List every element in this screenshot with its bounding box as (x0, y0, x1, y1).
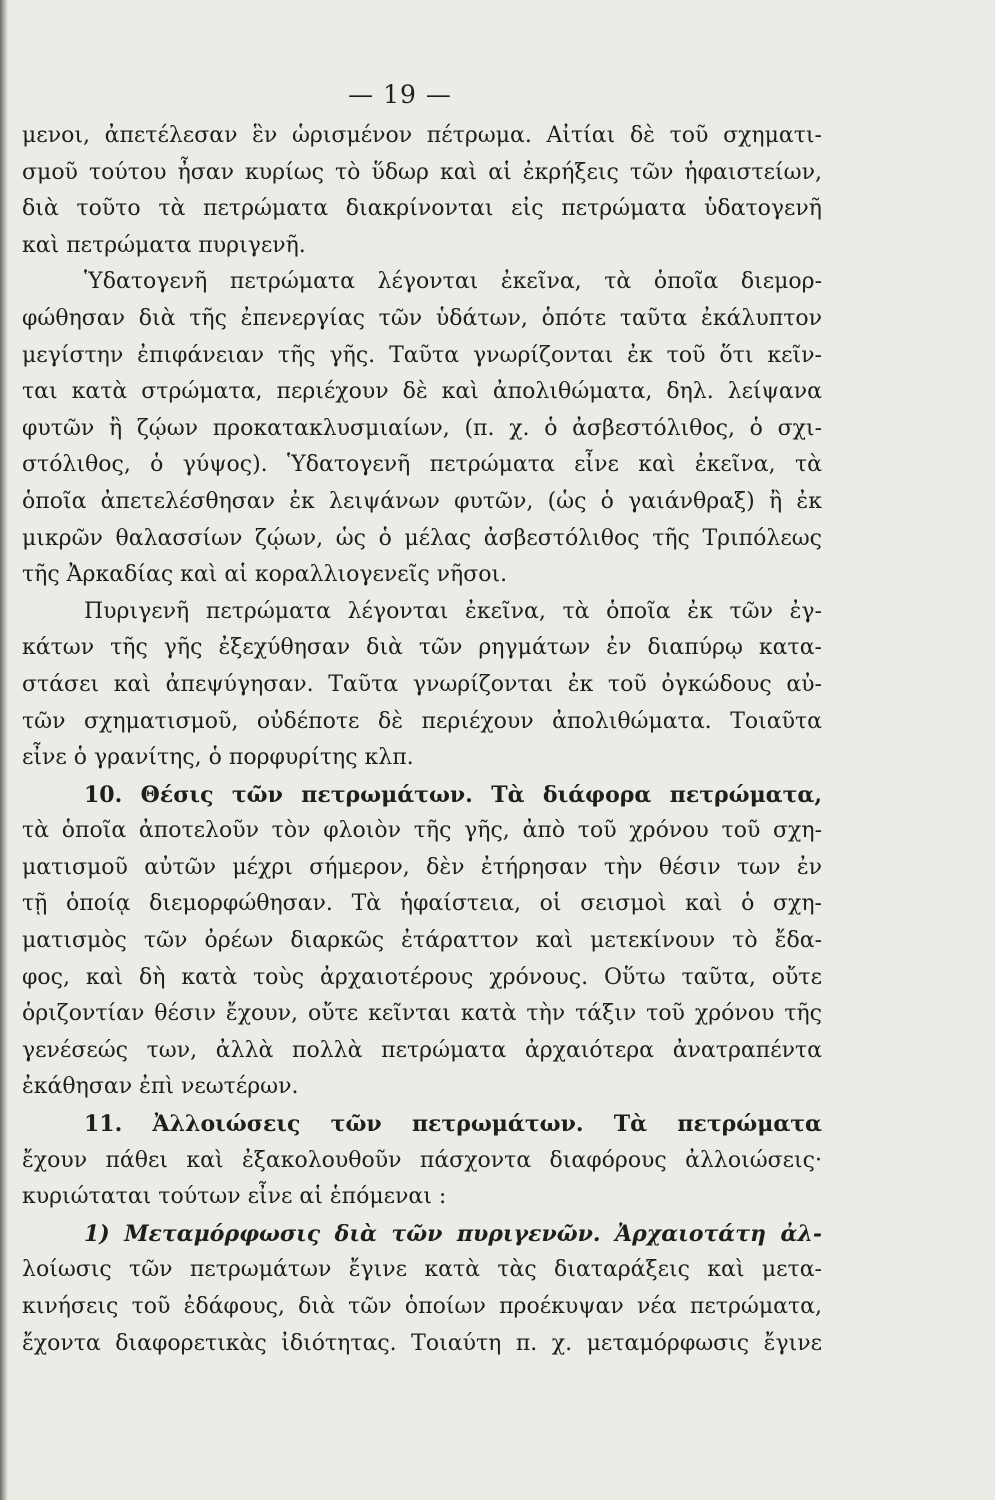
text-line: τῆς Ἀρκαδίας καὶ αἱ κοραλλιογενεῖς νῆσοι. (22, 562, 508, 588)
text-line: διὰ τοῦτο τὰ πετρώματα διακρίνονται εἰς πετρώματα ὑδατογενῆ (22, 196, 822, 222)
text-line: κάτων τῆς γῆς ἐξεχύθησαν διὰ τῶν ρηγμάτων ἐν διαπύρῳ κατα- (22, 635, 822, 661)
paragraph-hydatogeni: Ὑδατογενῆ πετρώματα λέγονται ἐκεῖνα, τὰ ὁποῖα διεμορ- (84, 269, 822, 295)
subsection-1-heading: 1) Μεταμόρφωσις διὰ τῶν πυριγενῶν. Ἀρχαιοτάτη ἀλ- (84, 1220, 822, 1247)
text-line: φος, καὶ δὴ κατὰ τοὺς ἀρχαιοτέρους χρόνους. Οὕτω ταῦτα, οὔτε (22, 964, 822, 990)
text-line: σμοῦ τούτου ἦσαν κυρίως τὸ ὕδωρ καὶ αἱ ἐκρήξεις τῶν ἡφαιστείων, (22, 159, 822, 185)
book-spine-shadow (0, 0, 8, 1500)
text-line: ἔχοντα διαφορετικὰς ἰδιότητας. Τοιαύτη π. χ. μεταμόρφωσις ἔγινε (22, 1330, 822, 1356)
text-line: ἐκάθησαν ἐπὶ νεωτέρων. (22, 1074, 299, 1100)
text-line: μενοι, ἀπετέλεσαν ἓν ὡρισμένον πέτρωμα. Αἰτίαι δὲ τοῦ σχηματι- (22, 123, 822, 148)
text-line: καὶ πετρώματα πυριγενῆ. (22, 232, 306, 258)
text-line: τῶν σχηματισμοῦ, οὐδέποτε δὲ περιέχουν ἀπολιθώματα. Τοιαῦτα (22, 708, 822, 734)
text-line: γενέσεώς των, ἀλλὰ πολλὰ πετρώματα ἀρχαιότερα ἀνατραπέντα (22, 1037, 822, 1063)
text-line: κυριώταται τούτων εἶνε αἱ ἑπόμεναι : (22, 1184, 447, 1210)
text-line: ται κατὰ στρώματα, περιέχουν δὲ καὶ ἀπολιθώματα, δηλ. λείψανα (22, 379, 822, 405)
page-number: — 19 — (348, 80, 452, 109)
text-line: ματισμοῦ αὐτῶν μέχρι σήμερον, δὲν ἐτήρησαν τὴν θέσιν των ἐν (22, 854, 822, 880)
text-line: στόλιθος, ὁ γύψος). Ὑδατογενῆ πετρώματα εἶνε καὶ ἐκεῖνα, τὰ (22, 452, 822, 478)
section-11-heading: 11. Ἀλλοιώσεις τῶν πετρωμάτων. Τὰ πετρώματα (84, 1111, 822, 1138)
text-line: φυτῶν ἢ ζῴων προκατακλυσμιαίων, (π. χ. ὁ ἀσβεστόλιθος, ὁ σχι- (22, 415, 822, 441)
text-line: ματισμὸς τῶν ὀρέων διαρκῶς ἐτάραττον καὶ μετεκίνουν τὸ ἔδα- (22, 928, 822, 954)
body-text (22, 118, 822, 1362)
text-line: ἔχουν πάθει καὶ ἐξακολουθοῦν πάσχοντα διαφόρους ἀλλοιώσεις· (22, 1147, 822, 1173)
text-line: τὰ ὁποῖα ἀποτελοῦν τὸν φλοιὸν τῆς γῆς, ἀπὸ τοῦ χρόνου τοῦ σχη- (22, 818, 822, 844)
text-line: κινήσεις τοῦ ἐδάφους, διὰ τῶν ὁποίων προέκυψαν νέα πετρώματα, (22, 1294, 822, 1319)
text-line: ὁποῖα ἀπετελέσθησαν ἐκ λειψάνων φυτῶν, (ὡς ὁ γαιάνθραξ) ἢ ἐκ (22, 488, 822, 514)
section-10-heading: 10. Θέσις τῶν πετρωμάτων. Τὰ διάφορα πετρώματα, (84, 781, 822, 808)
text-line: μεγίστην ἐπιφάνειαν τῆς γῆς. Ταῦτα γνωρίζονται ἐκ τοῦ ὅτι κεῖν- (22, 342, 822, 368)
text-line: στάσει καὶ ἀπεψύγησαν. Ταῦτα γνωρίζονται ἐκ τοῦ ὀγκώδους αὐ- (22, 671, 822, 697)
text-line: λοίωσις τῶν πετρωμάτων ἔγινε κατὰ τὰς διαταράξεις καὶ μετα- (22, 1257, 822, 1283)
text-line: μικρῶν θαλασσίων ζῴων, ὡς ὁ μέλας ἀσβεστόλιθος τῆς Τριπόλεως (22, 525, 822, 551)
paragraph-pyrigeni: Πυριγενῆ πετρώματα λέγονται ἐκεῖνα, τὰ ὁποῖα ἐκ τῶν ἐγ- (84, 598, 822, 624)
text-line: φώθησαν διὰ τῆς ἐπενεργίας τῶν ὑδάτων, ὁπότε ταῦτα ἐκάλυπτον (22, 305, 822, 331)
text-line: ὁριζοντίαν θέσιν ἔχουν, οὔτε κεῖνται κατὰ τὴν τάξιν τοῦ χρόνου τῆς (22, 1001, 822, 1027)
text-line: εἶνε ὁ γρανίτης, ὁ πορφυρίτης κλπ. (22, 745, 414, 771)
text-line: τῇ ὁποίᾳ διεμορφώθησαν. Τὰ ἡφαίστεια, οἱ σεισμοὶ καὶ ὁ σχη- (22, 891, 822, 917)
